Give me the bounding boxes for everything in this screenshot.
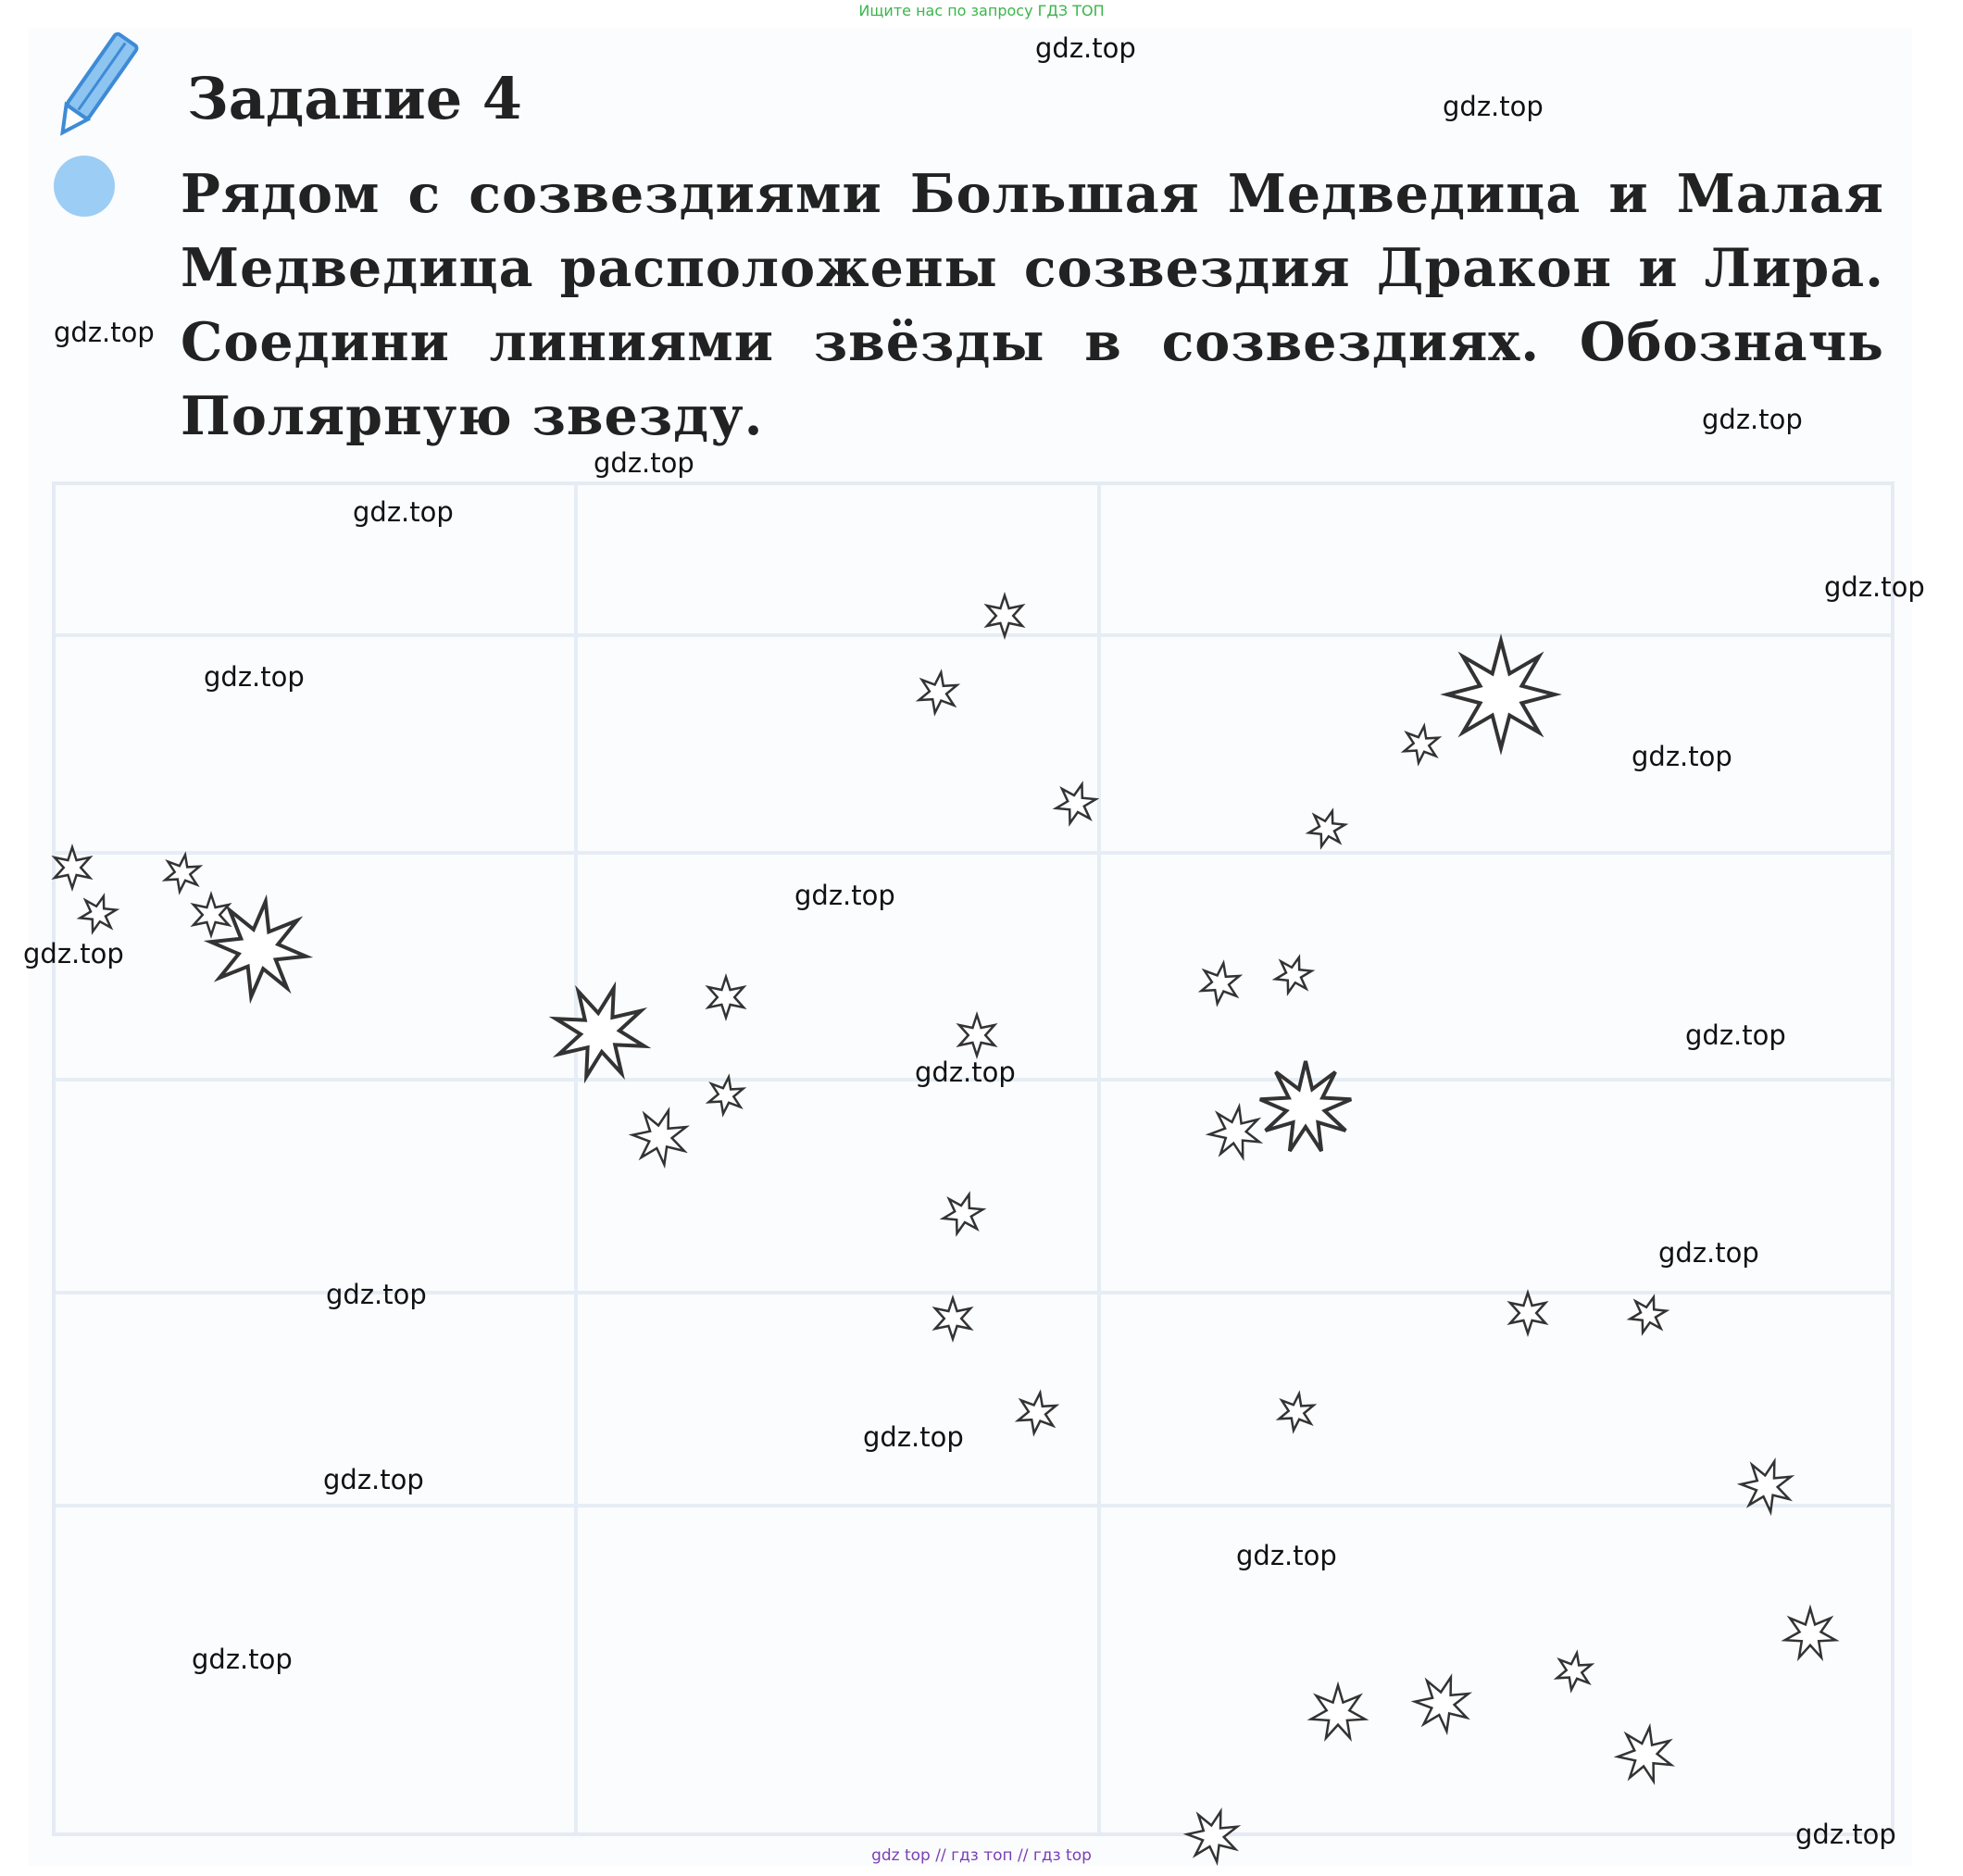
watermark-text: gdz.top <box>1658 1237 1759 1269</box>
star <box>1311 1685 1365 1738</box>
star <box>211 902 306 997</box>
star <box>632 1110 686 1164</box>
star <box>1309 811 1345 846</box>
star <box>1404 726 1438 763</box>
star <box>1415 1677 1469 1731</box>
watermark-text: gdz.top <box>794 880 895 911</box>
star <box>1510 1293 1545 1333</box>
star <box>708 1077 743 1114</box>
bottom-banner: gdz top // гдз топ // гдз top <box>871 1846 1092 1865</box>
watermark-text: gdz.top <box>54 317 155 348</box>
watermark-text: gdz.top <box>204 661 305 693</box>
star <box>1019 1393 1057 1433</box>
star <box>935 1298 970 1339</box>
star <box>919 672 957 713</box>
star <box>81 896 117 932</box>
watermark-text: gdz.top <box>1795 1819 1896 1850</box>
watermark-text: gdz.top <box>1443 91 1544 122</box>
star <box>1741 1461 1791 1511</box>
star <box>1209 1107 1259 1157</box>
star <box>987 595 1022 636</box>
watermark-text: gdz.top <box>1236 1540 1337 1571</box>
star <box>194 894 229 935</box>
watermark-text: gdz.top <box>1035 32 1136 64</box>
watermark-text: gdz.top <box>863 1421 964 1453</box>
watermark-text: gdz.top <box>1632 741 1732 772</box>
task-text: Рядом с созвездиями Большая Медведица и Малая Медведица расположены созвездия Дракон и Лира. Соедини линиями звёзды в созвездиях. Обозначь Полярную звезду. <box>181 163 1884 447</box>
star <box>165 855 199 892</box>
star <box>556 988 644 1077</box>
watermark-text: gdz.top <box>915 1057 1016 1088</box>
star <box>1276 957 1312 993</box>
star <box>1202 963 1240 1004</box>
watermark-text: gdz.top <box>1702 404 1803 435</box>
watermark-text: gdz.top <box>353 496 454 528</box>
watermark-text: gdz.top <box>594 447 694 479</box>
watermark-text: gdz.top <box>1685 1019 1786 1051</box>
task-title: Задание 4 <box>187 65 522 132</box>
star <box>1785 1608 1836 1657</box>
top-banner: Ищите нас по запросу ГДЗ ТОП <box>858 2 1105 19</box>
star <box>944 1194 983 1233</box>
star <box>1447 641 1555 748</box>
star <box>1631 1297 1667 1332</box>
watermark-text: gdz.top <box>326 1279 427 1310</box>
star <box>708 977 744 1018</box>
watermark-text: gdz.top <box>1824 571 1925 603</box>
star <box>55 847 90 888</box>
star <box>1618 1727 1671 1781</box>
star <box>1279 1394 1313 1431</box>
watermark-text: gdz.top <box>192 1644 293 1675</box>
star <box>1557 1653 1591 1690</box>
watermark-text: gdz.top <box>323 1464 424 1495</box>
star <box>1260 1061 1351 1151</box>
watermark-text: gdz.top <box>23 938 124 969</box>
star <box>959 1015 994 1056</box>
star <box>1057 784 1096 823</box>
